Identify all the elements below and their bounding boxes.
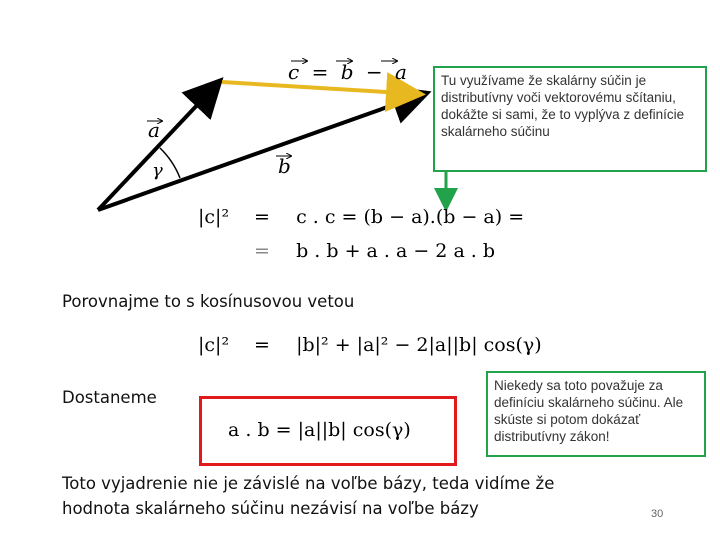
derivation-line2-eq: = [254, 240, 270, 262]
top-formula-term2: a [394, 60, 407, 84]
label-b: b [278, 154, 291, 178]
cosine-law-lhs: |c|² [198, 334, 230, 356]
note-top-text: Tu využívame že skalárny súčin je distributívny voči vektorovému sčítaniu, dokážte si sami, že to vyplýva z definície skalárneho súčinu [441, 73, 685, 139]
label-gamma: γ [152, 160, 163, 181]
top-formula-eq: = [311, 60, 329, 84]
derivation-line1-lhs: |c|² [198, 206, 230, 228]
vector-b-arrow [98, 94, 424, 210]
cosine-law-formula [198, 334, 542, 356]
top-formula-term1: b [340, 60, 354, 84]
derivation-line1-eq: = [254, 206, 270, 228]
note-bottom-text: Niekedy sa toto považuje za definíciu skalárneho súčinu. Ale skúste si potom dokázať distributívny zákon! [494, 378, 684, 444]
derivation-line1-rhs: c . c = (b − a).(b − a) = [296, 206, 525, 228]
cosine-law-eq: = [254, 334, 270, 356]
result-label: Dostaneme [62, 388, 157, 407]
label-a: a [148, 118, 160, 142]
result-box [199, 396, 457, 466]
cosine-law-rhs: |b|² + |a|² − 2|a||b| cos(γ) [296, 334, 542, 356]
derivation-line2-rhs: b . b + a . a − 2 a . b [296, 240, 496, 262]
top-formula-minus: − [365, 60, 383, 84]
top-formula-lhs: c [288, 60, 300, 84]
derivation-line-1 [198, 206, 524, 228]
vector-a-arrow [98, 83, 218, 210]
compare-text: Porovnajme to s kosínusovou vetou [62, 292, 355, 311]
conclusion-line-2: hodnota skalárneho súčinu nezávisí na voľbe bázy [62, 499, 479, 518]
page-number: 30 [651, 508, 664, 520]
top-formula [288, 60, 407, 84]
conclusion-line-1: Toto vyjadrenie nie je závislé na voľbe bázy, teda vidíme že [62, 474, 555, 493]
gamma-angle-arc [160, 148, 180, 178]
note-top-box [433, 66, 707, 172]
derivation-line-2 [198, 240, 495, 262]
note-bottom-box [486, 371, 706, 457]
result-formula: a . b = |a||b| cos(γ) [228, 419, 411, 441]
